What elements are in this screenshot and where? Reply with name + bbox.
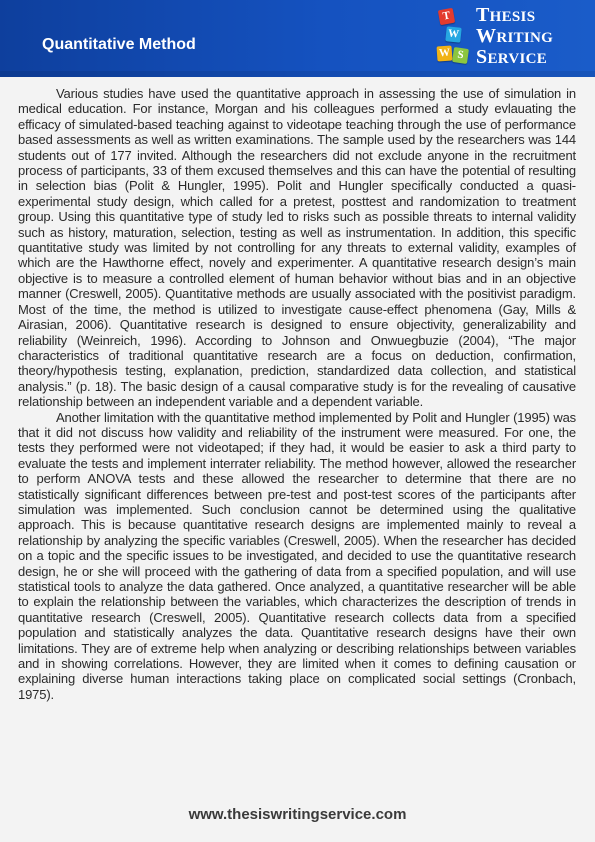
logo-line-service: SERVICE — [476, 46, 548, 68]
logo-wordmark — [476, 6, 588, 69]
page-header — [0, 0, 595, 77]
logo-line-thesis: THESIS — [476, 4, 536, 26]
paragraph-2: Another limitation with the quantitative method implemented by Polit and Hungler (1995) was that it did not discuss how validity and reliability of the instrument were measured. For one, the tests they performed were not videotaped; if they had, it would be easier to ask a third party to evaluate the tests and implement interrater reliability. The method however, allowed the researcher to perform ANOVA tests and these allowed the researcher to determine that there are no statistically significant differences between pre-test and post-test scores of the participants after simulation was implemented. Such conclusion cannot be determined using the qualitative approach. This is because quantitative research designs are implemented mainly to reveal a relationship by analyzing the specific variables (Creswell, 2005). When the researcher has decided on a topic and the specific issues to be investigated, and decided to use the quantitative research design, he or she will proceed with the gathering of data from a specified population, and will use statistical tools to analyze the data gathered. Once analyzed, a quantitative researcher will be able to explain the relationship between the variables, which characterizes the description of trends in quantitative research (Creswell, 2005). Quantitative research collects data from a specified population and statistically analyzes the data. Quantitative research designs have their own limitations. They are of extreme help when analyzing or describing relationships between variables and in showing correlations. However, they are limited when it comes to defining causation or explaining diverse human interactions taking place on complicated social settings (Cronbach, 1975). — [18, 409, 576, 702]
thesis-writing-service-logo[interactable] — [436, 6, 586, 68]
logo-line-writing: WRITING — [476, 25, 554, 47]
paragraph-1: Various studies have used the quantitative approach in assessing the use of simulation in medical education. For instance, Morgan and his colleagues performed a study evlauating the efficacy of simulated-based teaching against to videotape teaching through the use of performance based assessments as well as written examinations. The sample used by the researchers was 144 students out of 177 invited. Although the researchers did not exclude anyone in the recruitment process of participants, 33 of them excused themselves and this can have the potential of resulting in selection bias (Polit & Hungler, 1995). Polit and Hungler specifically conducted a quasi-experimental study design, which called for a pretest, posttest and randomization to treatment group. Using this quantitative type of study led to risks such as possible threats to internal validity such as history, maturation, selection, testing as well as instrumentation. In addition, this specific quantitative study was limited by not controlling for any threats to external validity, examples of which are the Hawthorne effect, novely and experimenter. A quantitative research design’s main objective is to measure a controlled element of human behavior without bias and in an objective manner (Creswell, 2005). Quantitative methods are usually associated with the positivist paradigm. Most of the time, the method is utilized to investigate cause-effect phenomena (Gay, Mills & Airasian, 2006). Quantitative research is designed to ensure objectivity, generalizability and reliability (Weinreich, 1996). According to Johnson and Onwuegbuzie (2004), “The major characteristics of traditional quantitative research are a focus on deduction, confirmation, theory/hypothesis testing, explanation, prediction, standardized data collection, and statistical analysis.” (p. 18). The basic design of a causal comparative study is for the revealing of causative relationship between an independent variable and a dependent variable. — [18, 86, 576, 410]
logo-block-w: W — [445, 26, 461, 42]
page-title: Quantitative Method — [42, 36, 196, 53]
logo-block-w-lower: W — [436, 45, 452, 61]
logo-blocks-icon — [436, 6, 470, 66]
logo-block-s: S — [452, 47, 469, 64]
article-body — [18, 86, 576, 702]
footer-website-link[interactable]: www.thesiswritingservice.com — [188, 806, 407, 823]
logo-block-t: T — [438, 8, 455, 25]
